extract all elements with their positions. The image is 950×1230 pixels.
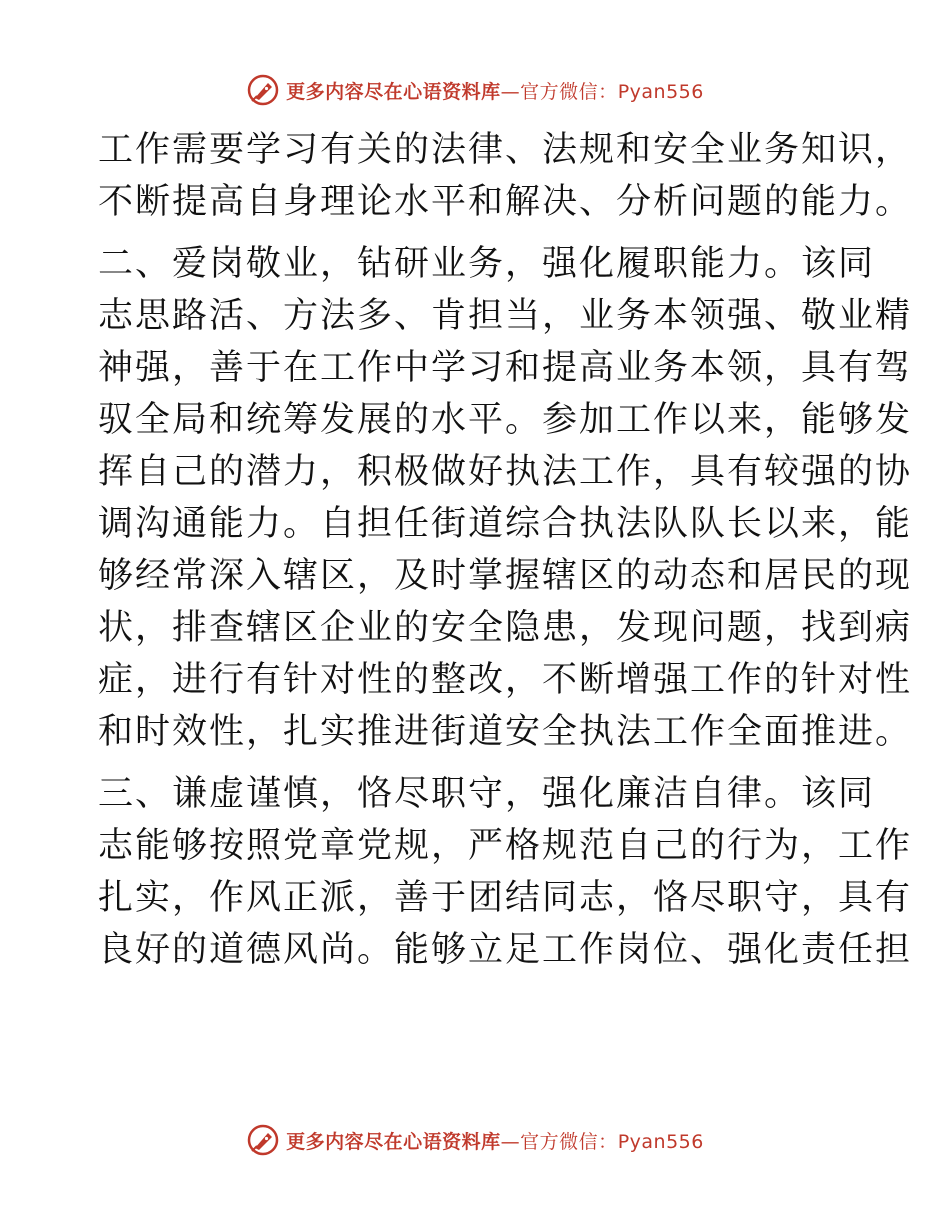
watermark-wechat-label: 官方微信： xyxy=(520,80,618,103)
watermark-text xyxy=(286,1127,704,1154)
watermark-separator: — xyxy=(500,80,521,103)
paragraph-2 xyxy=(98,238,913,758)
watermark-separator: — xyxy=(500,1130,521,1153)
text-line: 调沟通能力。自担任街道综合执法队队长以来，能 xyxy=(98,504,913,544)
text-line: 工作需要学习有关的法律、法规和安全业务知识， xyxy=(98,130,913,170)
text-line: 状，排查辖区企业的安全隐患，发现问题，找到病 xyxy=(98,608,913,648)
footer-watermark xyxy=(0,1120,950,1160)
text-line: 志能够按照党章党规，严格规范自己的行为，工作 xyxy=(98,826,913,866)
text-line: 和时效性，扎实推进街道安全执法工作全面推进。 xyxy=(98,712,913,752)
watermark-brand: 更多内容尽在心语资料库 xyxy=(286,80,501,103)
text-line: 症，进行有针对性的整改，不断增强工作的针对性 xyxy=(98,660,913,700)
watermark-text xyxy=(286,77,704,104)
header-watermark xyxy=(0,70,950,110)
document-body xyxy=(98,124,913,976)
text-line: 二、爱岗敬业，钻研业务，强化履职能力。该同 xyxy=(98,244,876,284)
paragraph-1 xyxy=(98,124,913,228)
text-line: 良好的道德风尚。能够立足工作岗位、强化责任担 xyxy=(98,930,913,970)
text-line: 神强，善于在工作中学习和提高业务本领，具有驾 xyxy=(98,348,913,388)
watermark-brand: 更多内容尽在心语资料库 xyxy=(286,1130,501,1153)
text-line: 挥自己的潜力，积极做好执法工作，具有较强的协 xyxy=(98,452,913,492)
watermark-wechat-label: 官方微信： xyxy=(520,1130,618,1153)
watermark-wechat-id: Pyan556 xyxy=(617,1130,704,1153)
watermark-wechat-id: Pyan556 xyxy=(617,80,704,103)
paragraph-3 xyxy=(98,768,913,976)
pen-nib-logo-icon xyxy=(246,73,280,107)
text-line: 不断提高自身理论水平和解决、分析问题的能力。 xyxy=(98,182,913,222)
pen-nib-logo-icon xyxy=(246,1123,280,1157)
text-line: 三、谦虚谨慎，恪尽职守，强化廉洁自律。该同 xyxy=(98,774,876,814)
text-line: 够经常深入辖区，及时掌握辖区的动态和居民的现 xyxy=(98,556,913,596)
text-line: 驭全局和统筹发展的水平。参加工作以来，能够发 xyxy=(98,400,913,440)
text-line: 扎实，作风正派，善于团结同志，恪尽职守，具有 xyxy=(98,878,913,918)
text-line: 志思路活、方法多、肯担当，业务本领强、敬业精 xyxy=(98,296,913,336)
